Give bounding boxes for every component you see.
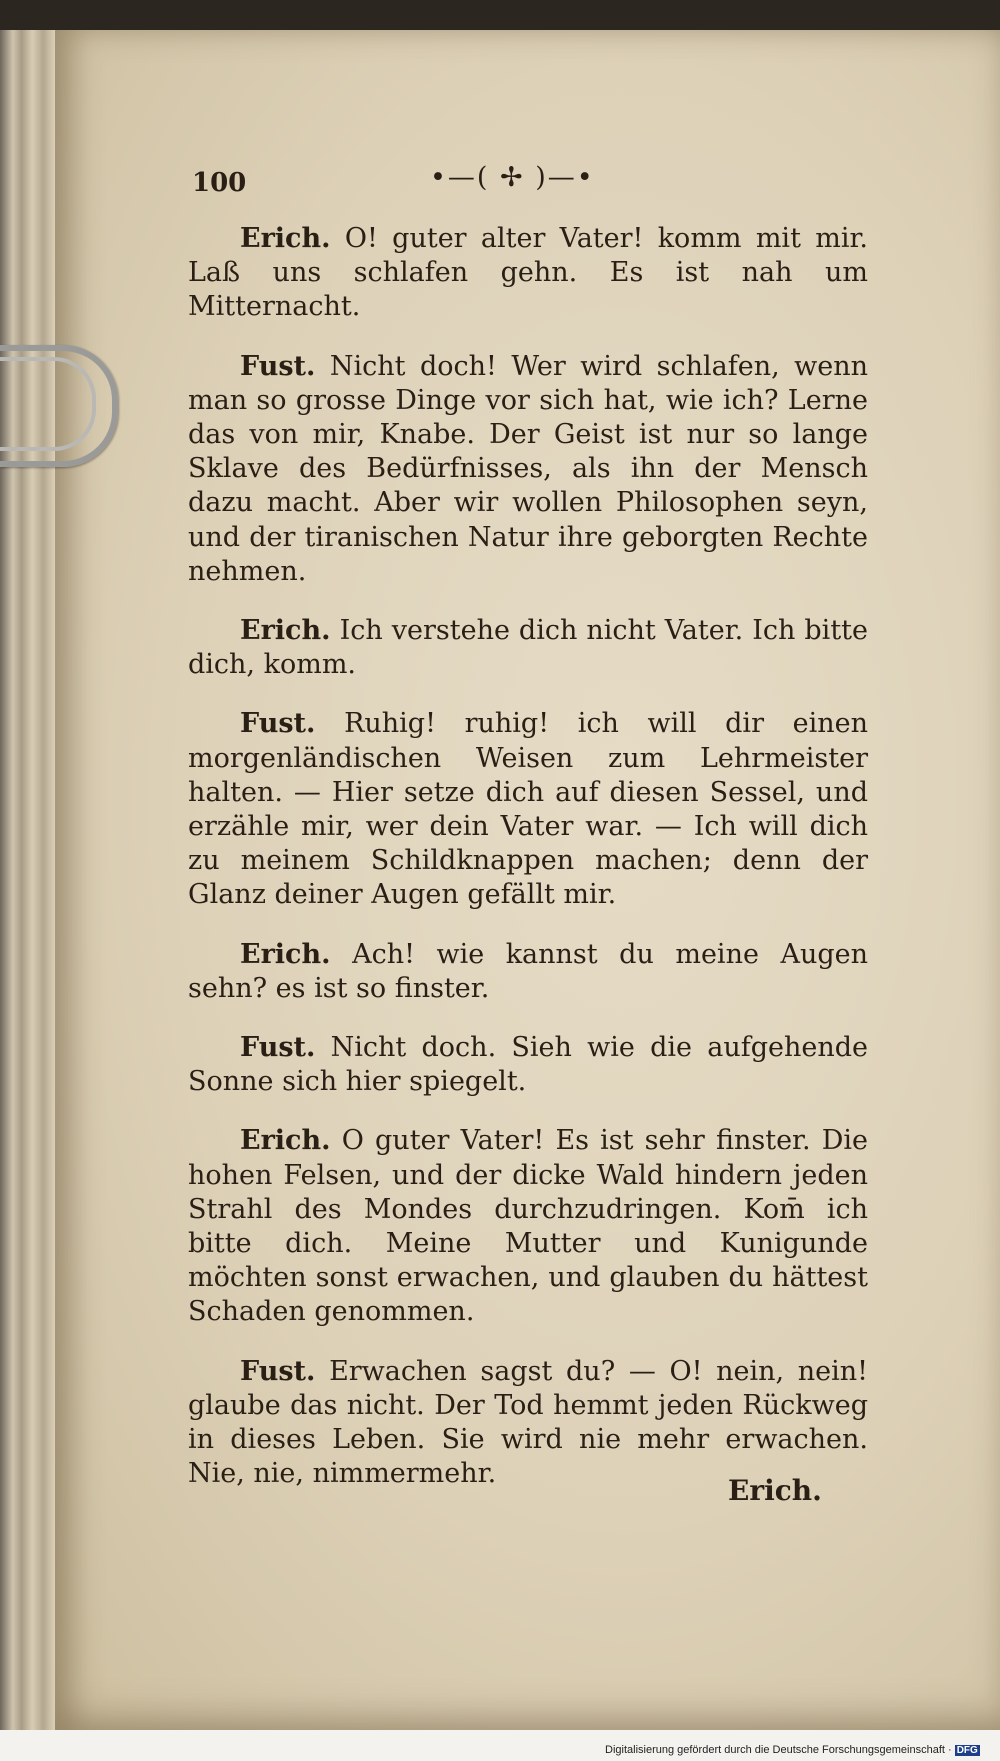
header-ornament: •—( ✢ )—•: [430, 162, 595, 193]
speaker-name: Fust.: [240, 708, 316, 740]
paragraph-text: O! guter alter Vater! komm mit mir. Laß uns schlafen gehn. Es ist nah um Mitternacht.: [188, 223, 868, 323]
paragraph-text: Nicht doch! Wer wird schlafen, wenn man so grosse Dinge vor sich hat, wie ich? Lerne das von mir, Knabe. Der Geist ist nur so lange Sklave des Bedürfnisses, als ihn der Mensch dazu macht. Aber wir wollen Philosophen seyn, und der tiranischen Natur ihre geborgten Rechte nehmen.: [188, 350, 868, 587]
paragraph: [188, 1355, 868, 1492]
speaker-name: Fust.: [240, 350, 316, 382]
paragraph: [188, 614, 868, 682]
paragraph-text: Nicht doch. Sieh wie die aufgehende Sonne sich hier spiegelt.: [188, 1032, 868, 1098]
paragraph-text: O guter Vater! Es ist sehr finster. Die hohen Felsen, und der dicke Wald hindern jeden Strahl des Mondes durchzudringen. Kom̄ ich bitte dich. Meine Mutter und Kunigunde möchten sonst erwachen, und glauben du hättest Schaden genommen.: [188, 1125, 868, 1328]
paragraph: [188, 222, 868, 325]
paragraph-text: Ach! wie kannst du meine Augen sehn? es ist so finster.: [188, 938, 868, 1004]
speaker-name: Erich.: [240, 223, 331, 254]
page-body: [188, 222, 868, 1492]
digitization-credit: [605, 1744, 980, 1756]
speaker-name: Erich.: [240, 615, 331, 647]
paragraph: [188, 1031, 868, 1099]
paragraph: [188, 938, 868, 1006]
speaker-name: Erich.: [240, 1125, 331, 1157]
speaker-name: Fust.: [240, 1355, 316, 1387]
paragraph-text: Ruhig! ruhig! ich will dir einen morgenländischen Weisen zum Lehrmeister halten. — Hier setze dich auf diesen Sessel, und erzähle mir, wer dein Vater war. — Ich will dich zu meinem Schildknappen machen; denn der Glanz deiner Augen gefällt mir.: [188, 708, 868, 911]
page-number: 100: [192, 168, 247, 198]
catchword: Erich.: [728, 1474, 822, 1507]
paragraph-text: Ich verstehe dich nicht Vater. Ich bitte dich, komm.: [188, 615, 869, 681]
paragraph: [188, 350, 868, 589]
paragraph: [188, 707, 868, 912]
paragraph: [188, 1124, 868, 1329]
speaker-name: Fust.: [240, 1032, 316, 1064]
credit-text: Digitalisierung gefördert durch die Deutsche Forschungsgemeinschaft ·: [605, 1744, 952, 1756]
dfg-logo: DFG: [956, 1745, 978, 1756]
speaker-name: Erich.: [240, 938, 331, 970]
paragraph-text: Erwachen sagst du? — O! nein, nein! glaube das nicht. Der Tod hemmt jeden Rückweg in dieses Leben. Sie wird nie mehr erwachen. Nie, nie, nimmermehr.: [188, 1355, 868, 1490]
paper-clip-inner: [0, 357, 96, 451]
